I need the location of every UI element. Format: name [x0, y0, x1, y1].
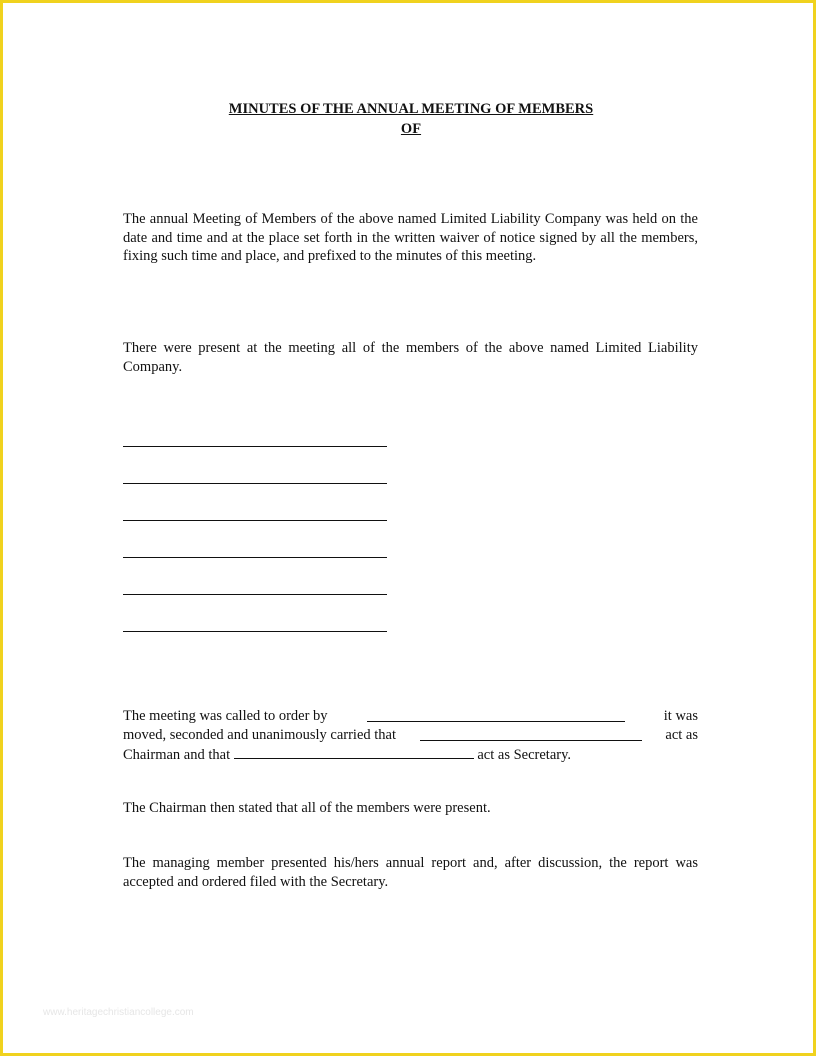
chairman-blank[interactable] [420, 726, 642, 741]
document-title [3, 99, 816, 139]
order-text-1b: it was [663, 708, 698, 724]
member-signature-line[interactable] [123, 631, 387, 632]
order-line-3 [123, 744, 698, 765]
member-signature-line[interactable] [123, 446, 387, 447]
order-text-3b: act as Secretary. [477, 747, 572, 764]
paragraph-called-to-order [123, 707, 698, 765]
paragraph-annual-report: The managing member presented his/hers annual report and, after discussion, the report was accepted and ordered filed with the Secretary. [123, 855, 698, 890]
paragraph-chairman-statement: The Chairman then stated that all of the members were present. [123, 800, 491, 816]
paragraph-members-present: There were present at the meeting all of the members of the above named Limited Liability Company. [123, 340, 698, 375]
title-line-1: MINUTES OF THE ANNUAL MEETING OF MEMBERS [228, 101, 594, 117]
order-text-2a: moved, seconded and unanimously carried that [123, 726, 397, 743]
member-signature-line[interactable] [123, 557, 387, 558]
secretary-blank[interactable] [234, 744, 474, 759]
paragraph-meeting-notice: The annual Meeting of Members of the above named Limited Liability Company was held on the date and time and at the place set forth in the written waiver of notice signed by all the members, fixing such time and place, and prefixed to the minutes of this meeting. [123, 211, 698, 265]
called-by-blank[interactable] [367, 707, 625, 722]
order-line-1 [123, 707, 698, 726]
order-text-3a: Chairman and that [123, 747, 231, 764]
member-signature-line[interactable] [123, 483, 387, 484]
order-text-2b: act as [665, 726, 698, 743]
member-signature-line[interactable] [123, 520, 387, 521]
order-text-1a: The meeting was called to order by [123, 708, 328, 724]
member-signature-line[interactable] [123, 594, 387, 595]
title-line-2: OF [400, 121, 422, 137]
watermark-text: www.heritagechristiancollege.com [43, 1007, 194, 1018]
order-line-2 [123, 726, 698, 745]
